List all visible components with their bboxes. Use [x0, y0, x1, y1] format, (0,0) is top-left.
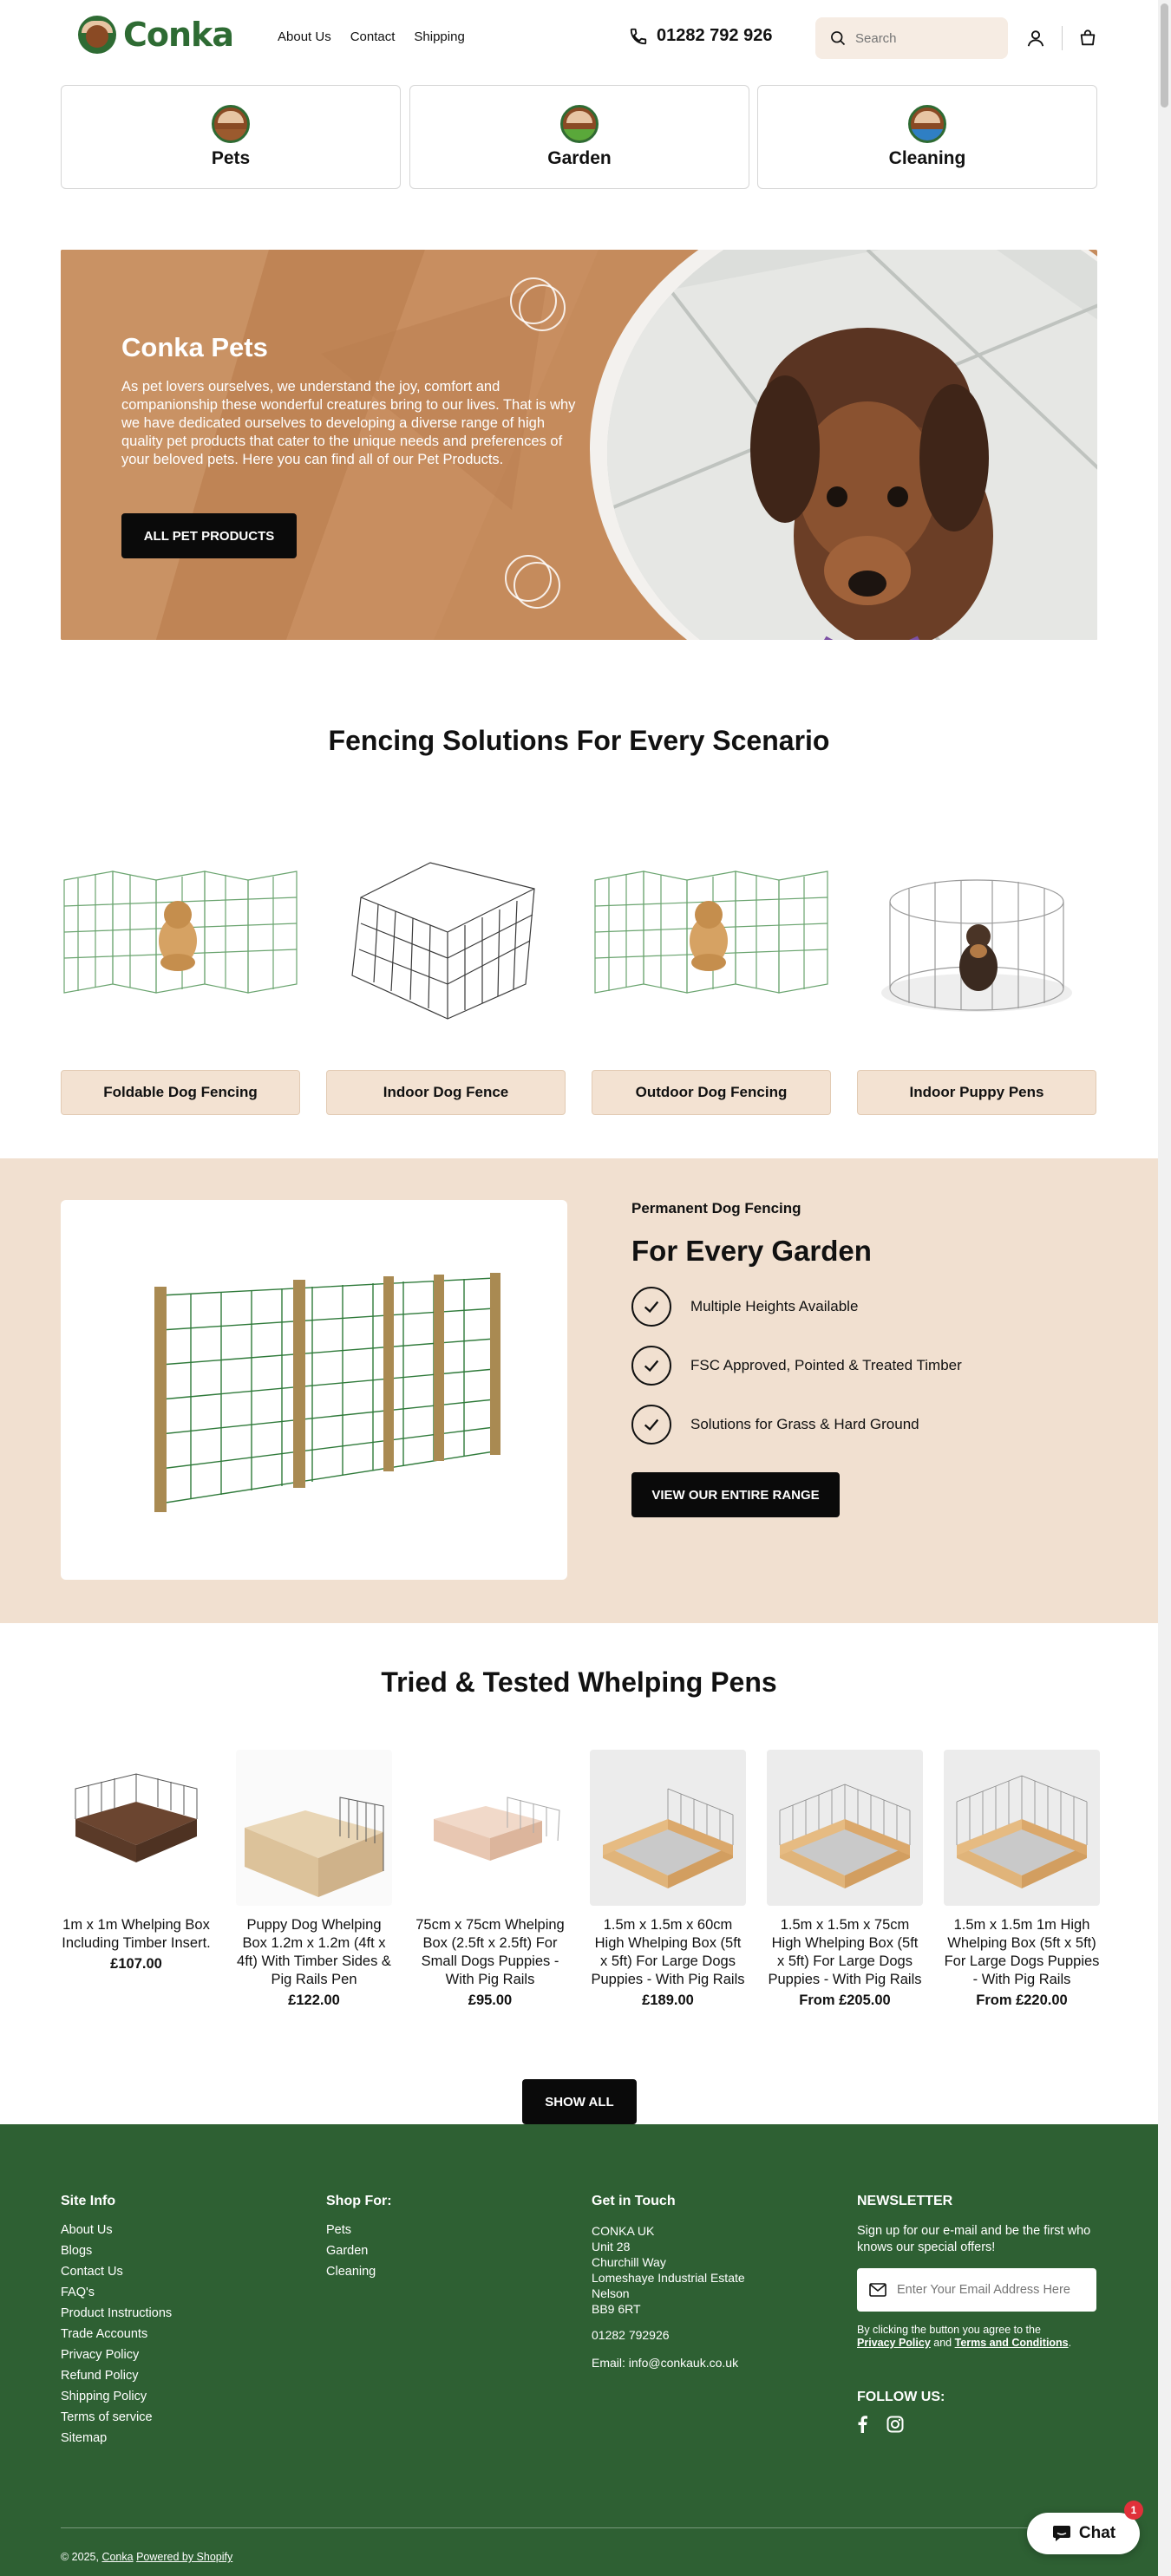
dog-photo: [607, 250, 1097, 640]
product-image[interactable]: [412, 1750, 568, 1906]
product-price: £95.00: [468, 1992, 513, 2008]
footer-link-refund-policy[interactable]: Refund Policy: [61, 2369, 139, 2383]
social-links: [857, 2416, 1100, 2433]
footer-link-trade-accounts[interactable]: Trade Accounts: [61, 2327, 148, 2341]
pets-category-icon: [212, 105, 250, 143]
footer-heading: Site Info: [61, 2194, 116, 2208]
phone-number: 01282 792 926: [657, 26, 773, 45]
address-line: Unit 28: [592, 2240, 631, 2253]
product-image[interactable]: [236, 1750, 392, 1906]
footer-site-info: [61, 2194, 172, 2452]
mail-icon: [869, 2283, 886, 2297]
product-card[interactable]: [767, 1750, 923, 2009]
permanent-fence-image: [61, 1200, 567, 1580]
powered-by-shopify-link[interactable]: Powered by Shopify: [136, 2551, 233, 2563]
consent-period: .: [1068, 2337, 1072, 2349]
address-line: CONKA UK: [592, 2224, 655, 2238]
page-scrollbar[interactable]: [1158, 0, 1171, 2576]
footer-divider: [61, 2527, 1097, 2528]
address-line: BB9 6RT: [592, 2302, 641, 2316]
foldable-fencing-image[interactable]: [61, 854, 300, 1027]
feature-item: [631, 1405, 919, 1445]
address-line: Lomeshaye Industrial Estate: [592, 2271, 745, 2285]
feature-text: Solutions for Grass & Hard Ground: [690, 1416, 919, 1432]
feature-item: [631, 1287, 858, 1327]
copyright-brand-link[interactable]: Conka: [101, 2551, 134, 2563]
logo-text: Conka: [123, 16, 233, 54]
product-price: From £205.00: [799, 1992, 891, 2008]
logo-mark-icon: [78, 16, 116, 54]
permanent-kicker: Permanent Dog Fencing: [631, 1200, 801, 1216]
indoor-puppy-pens-button[interactable]: Indoor Puppy Pens: [857, 1070, 1096, 1115]
newsletter-email-input[interactable]: [897, 2283, 1088, 2297]
footer-link-cleaning[interactable]: Cleaning: [326, 2265, 376, 2279]
decorative-ring: [514, 562, 560, 609]
search-bar[interactable]: [815, 17, 1008, 59]
footer-link-terms-of-service[interactable]: Terms of service: [61, 2410, 153, 2424]
footer-link-faqs[interactable]: FAQ's: [61, 2286, 95, 2299]
pets-hero-banner: [61, 250, 1097, 640]
permanent-fencing-section: [0, 1158, 1158, 1623]
puppy-pen-image[interactable]: [857, 854, 1096, 1027]
product-image[interactable]: [767, 1750, 923, 1906]
copyright: [61, 2551, 232, 2563]
facebook-icon[interactable]: [857, 2416, 867, 2433]
product-price: £122.00: [288, 1992, 340, 2008]
nav-shipping[interactable]: Shipping: [414, 29, 465, 44]
hero-title: Conka Pets: [121, 332, 268, 362]
feature-text: FSC Approved, Pointed & Treated Timber: [690, 1357, 962, 1373]
show-all-button[interactable]: SHOW ALL: [522, 2079, 637, 2124]
product-card[interactable]: [412, 1750, 568, 2009]
check-icon: [631, 1346, 671, 1386]
product-price: From £220.00: [976, 1992, 1068, 2008]
newsletter-field[interactable]: [857, 2268, 1096, 2312]
address-line: Nelson: [592, 2286, 630, 2300]
hero-description: As pet lovers ourselves, we understand the joy, comfort and companionship these wonderful creatures bring to our lives. That is why we have dedicated ourselves to developing a diverse range of high quality pet products that cater to the unique needs and preferences of your beloved pets. Here you can find all of our Pet Products.: [121, 379, 576, 467]
main-nav: [278, 29, 465, 44]
newsletter-consent: [857, 2324, 1100, 2350]
chat-icon: [1051, 2524, 1072, 2543]
footer-link-blogs[interactable]: Blogs: [61, 2244, 93, 2258]
feature-text: Multiple Heights Available: [690, 1298, 859, 1314]
product-image[interactable]: [944, 1750, 1100, 1906]
product-card[interactable]: [590, 1750, 746, 2009]
product-card[interactable]: [944, 1750, 1100, 2009]
product-card[interactable]: [236, 1750, 392, 2009]
footer-newsletter: [857, 2194, 1100, 2433]
copyright-year: © 2025,: [61, 2551, 99, 2563]
instagram-icon[interactable]: [886, 2416, 904, 2433]
fencing-section-title: Fencing Solutions For Every Scenario: [328, 725, 830, 756]
category-label: Cleaning: [888, 148, 966, 168]
outdoor-fencing-image[interactable]: [592, 854, 831, 1027]
product-card[interactable]: [58, 1750, 214, 1973]
product-price: £107.00: [110, 1956, 162, 1972]
product-name[interactable]: 1m x 1m Whelping Box Including Timber Insert.: [62, 1917, 211, 1951]
category-label: Garden: [547, 148, 612, 168]
footer-heading: Shop For:: [326, 2194, 392, 2208]
whelping-section-title: Tried & Tested Whelping Pens: [381, 1666, 777, 1698]
cart-icon[interactable]: [1077, 28, 1098, 49]
indoor-fence-image[interactable]: [326, 854, 566, 1027]
product-price: £189.00: [642, 1992, 694, 2008]
scrollbar-thumb[interactable]: [1161, 3, 1168, 108]
site-footer: [0, 2124, 1158, 2576]
phone-icon: [629, 27, 648, 46]
privacy-policy-link[interactable]: Privacy Policy: [857, 2337, 931, 2349]
footer-phone[interactable]: 01282 792926: [592, 2328, 670, 2342]
consent-prefix: By clicking the button you agree to the: [857, 2324, 1041, 2336]
product-name[interactable]: 1.5m x 1.5m x 60cm High Whelping Box (5ft x 5ft) For Large Dogs Puppies - With Pig Rails: [591, 1917, 745, 1987]
cleaning-category-icon: [908, 105, 946, 143]
product-name[interactable]: 1.5m x 1.5m x 75cm High Whelping Box (5ft x 5ft) For Large Dogs Puppies - With Pig Rails: [768, 1917, 922, 1987]
product-image[interactable]: [590, 1750, 746, 1906]
footer-heading: NEWSLETTER: [857, 2194, 953, 2208]
newsletter-text: Sign up for our e-mail and be the first who knows our special offers!: [857, 2224, 1091, 2254]
check-icon: [631, 1405, 671, 1445]
search-icon: [829, 29, 847, 47]
chat-button[interactable]: [1027, 2513, 1140, 2554]
terms-conditions-link[interactable]: Terms and Conditions: [954, 2337, 1069, 2349]
footer-link-privacy-policy[interactable]: Privacy Policy: [61, 2348, 140, 2362]
site-header: [0, 0, 1171, 78]
indoor-dog-fence-button[interactable]: Indoor Dog Fence: [326, 1070, 566, 1115]
nav-about-us[interactable]: About Us: [278, 29, 331, 44]
logo[interactable]: [78, 16, 233, 54]
permanent-title: For Every Garden: [631, 1235, 872, 1267]
footer-link-contact-us[interactable]: Contact Us: [61, 2265, 123, 2279]
product-image[interactable]: [58, 1750, 214, 1906]
footer-shop-for: [326, 2194, 392, 2286]
phone-link[interactable]: [629, 26, 772, 46]
product-name[interactable]: 75cm x 75cm Whelping Box (2.5ft x 2.5ft) For Small Dogs Puppies - With Pig Rails: [415, 1917, 565, 1987]
footer-link-product-instructions[interactable]: Product Instructions: [61, 2306, 173, 2320]
feature-item: [631, 1346, 962, 1386]
footer-link-sitemap[interactable]: Sitemap: [61, 2431, 108, 2445]
consent-and: and: [933, 2337, 952, 2349]
decorative-ring: [519, 284, 566, 331]
view-entire-range-button[interactable]: VIEW OUR ENTIRE RANGE: [631, 1472, 840, 1517]
footer-contact: [592, 2194, 745, 2371]
footer-link-about-us[interactable]: About Us: [61, 2223, 113, 2237]
product-name[interactable]: Puppy Dog Whelping Box 1.2m x 1.2m (4ft x 4ft) With Timber Sides & Pig Rails Pen: [237, 1917, 391, 1987]
outdoor-dog-fencing-button[interactable]: Outdoor Dog Fencing: [592, 1070, 831, 1115]
chat-notification-badge: 1: [1124, 2501, 1143, 2520]
footer-heading: Get in Touch: [592, 2194, 676, 2208]
category-label: Pets: [211, 148, 251, 168]
garden-category-icon: [560, 105, 599, 143]
footer-link-garden[interactable]: Garden: [326, 2244, 369, 2258]
category-card-pets[interactable]: [61, 85, 401, 189]
footer-email[interactable]: Email: info@conkauk.co.uk: [592, 2356, 739, 2370]
check-icon: [631, 1287, 671, 1327]
nav-contact[interactable]: Contact: [350, 29, 396, 44]
search-input[interactable]: [855, 31, 994, 46]
follow-us-heading: FOLLOW US:: [857, 2390, 945, 2404]
footer-link-shipping-policy[interactable]: Shipping Policy: [61, 2390, 147, 2403]
header-divider: [1062, 26, 1063, 50]
category-card-garden[interactable]: [409, 85, 749, 189]
footer-link-pets[interactable]: Pets: [326, 2223, 352, 2237]
address-line: Churchill Way: [592, 2255, 666, 2269]
chat-label: Chat: [1078, 2524, 1116, 2542]
account-icon[interactable]: [1025, 28, 1046, 49]
all-pet-products-button[interactable]: ALL PET PRODUCTS: [121, 513, 297, 558]
foldable-dog-fencing-button[interactable]: Foldable Dog Fencing: [61, 1070, 300, 1115]
category-card-cleaning[interactable]: [757, 85, 1097, 189]
product-name[interactable]: 1.5m x 1.5m 1m High Whelping Box (5ft x 5ft) For Large Dogs Puppies - With Pig Rails: [944, 1917, 1100, 1987]
